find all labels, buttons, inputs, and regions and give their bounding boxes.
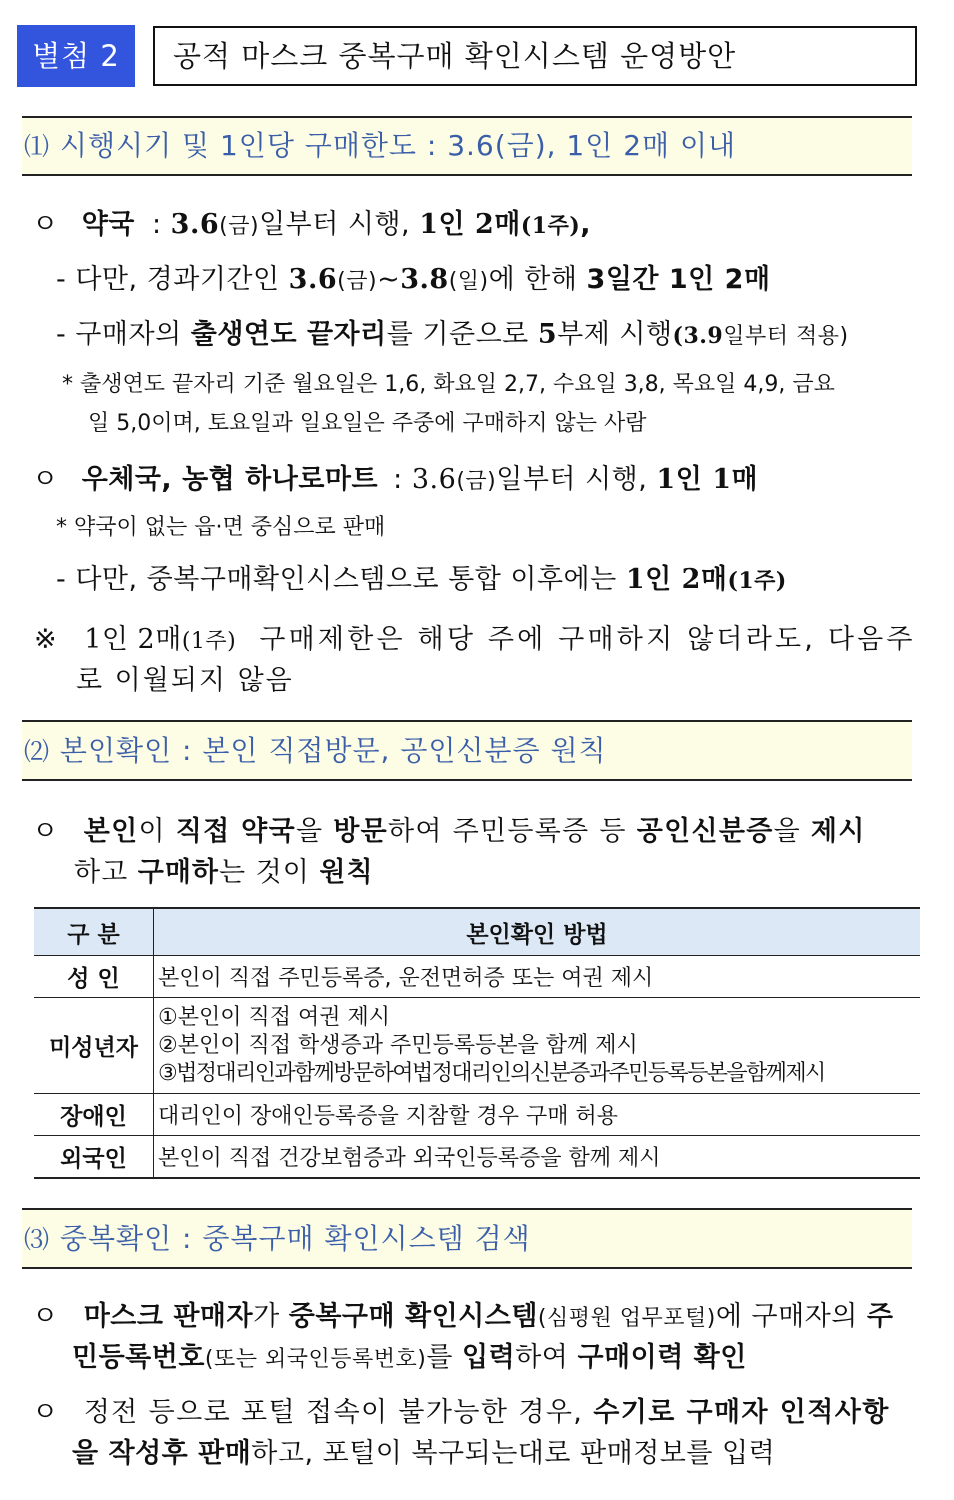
seller-check-text-1 <box>84 1301 894 1332</box>
seller-check-line-1 <box>32 1294 894 1333</box>
manual-entry-text-1 <box>84 1397 890 1428</box>
method-item: ②본인이 직접 학생증과 주민등록등본을 함께 제시 <box>158 1032 638 1058</box>
emphasis-text: 공인신분증 <box>636 816 774 847</box>
integration-text: - 다만, 중복구매확인시스템으로 통합 이후에는 <box>56 564 617 595</box>
tilde: ~ <box>377 264 401 295</box>
pharmacy-line <box>32 202 591 241</box>
identity-text-1 <box>84 816 866 847</box>
row-method <box>154 998 921 1094</box>
row-category: 미성년자 <box>34 998 154 1094</box>
date-end: 3.8 <box>400 264 449 295</box>
colon: : <box>393 464 403 495</box>
bullet: ㅇ <box>32 1301 59 1332</box>
transition-line <box>56 257 771 296</box>
document-title: 공적 마스크 중복구매 확인시스템 운영방안 <box>153 26 917 86</box>
rotation-apply-text: 일부터 적용) <box>723 324 849 349</box>
purchase-limit: 1인 2매 <box>419 209 521 240</box>
table-row <box>34 1136 920 1178</box>
seller-check-line-2 <box>72 1335 747 1374</box>
bullet: ㅇ <box>32 464 59 495</box>
post-start-text: 일부터 시행, <box>496 464 648 495</box>
post-office-note: * 약국이 없는 읍·면 중심으로 판매 <box>56 515 386 540</box>
emphasis-text: 원칙 <box>319 857 374 888</box>
emphasis-text: 직접 약국 <box>175 816 296 847</box>
remark-text-1: 구매제한은 해당 주에 구매하지 않더라도, 다음주 <box>259 624 916 655</box>
plain-text: 하고, 포털이 복구되는대로 판매정보를 입력 <box>251 1438 776 1469</box>
carryover-remark <box>34 617 916 656</box>
section-2-header <box>22 720 912 781</box>
date-start: 3.6 <box>288 264 338 295</box>
emphasis-text: 을 작성후 판매 <box>72 1438 252 1469</box>
plain-text: 에 구매자의 <box>715 1301 867 1332</box>
weekday-end: (일) <box>448 269 489 294</box>
emphasis-text: 중복구매 확인시스템 <box>288 1301 538 1332</box>
plain-text: 하여 <box>515 1342 578 1373</box>
weekday: (금) <box>219 214 260 239</box>
bullet: ㅇ <box>32 816 59 847</box>
table-row <box>34 1094 920 1136</box>
emphasis-text: 마스크 판매자 <box>83 1301 254 1332</box>
post-office-line <box>32 457 758 496</box>
emphasis-text: 입력 <box>462 1342 516 1373</box>
row-category: 외국인 <box>34 1136 154 1178</box>
row-method: 본인이 직접 건강보험증과 외국인등록증을 함께 제시 <box>154 1136 921 1178</box>
rotation-basis: 출생연도 끝자리 <box>190 319 387 350</box>
remark-limit: 1인 2매 <box>84 624 182 655</box>
emphasis-text: 수기로 구매자 인적사항 <box>593 1397 890 1428</box>
column-header-category: 구 분 <box>34 908 154 956</box>
start-text: 일부터 시행, <box>259 209 411 240</box>
integration-line <box>56 557 787 596</box>
rotation-note-line-1: * 출생연도 끝자리 기준 월요일은 1,6, 화요일 2,7, 수요일 3,8, 목요일 4,9, 금요 <box>62 372 835 397</box>
method-item: ①본인이 직접 여권 제시 <box>158 1004 390 1030</box>
manual-entry-text-2 <box>72 1438 775 1469</box>
pharmacy-label: 약국 <box>81 209 135 240</box>
section-3-title: 중복확인 : 중복구매 확인시스템 검색 <box>59 1222 531 1255</box>
post-purchase-limit: 1인 1매 <box>656 464 759 495</box>
seller-check-text-2 <box>72 1342 747 1373</box>
plain-text: 을 <box>295 816 334 847</box>
limit-unit: (1주) <box>520 213 581 239</box>
row-method: 대리인이 장애인등록증을 지참할 경우 구매 허용 <box>154 1094 921 1136</box>
colon: : <box>151 209 162 240</box>
start-date: 3.6 <box>170 209 220 240</box>
weekday-start: (금) <box>337 269 378 294</box>
rotation-text: 부제 시행 <box>557 319 673 350</box>
emphasis-text: 제시 <box>810 816 866 847</box>
integration-limit: 1인 2매 <box>625 564 728 595</box>
rotation-apply-date: (3.9 <box>672 323 724 349</box>
section-1-number: ⑴ <box>24 132 51 161</box>
identity-verification-table <box>34 907 920 1179</box>
rotation-line <box>56 312 849 351</box>
identity-paragraph-line-2 <box>74 850 374 889</box>
plain-text: (심평원 업무포털) <box>537 1306 716 1331</box>
section-3-header <box>22 1208 912 1269</box>
rotation-prefix: - 구매자의 <box>56 319 182 350</box>
weekday: (금) <box>456 469 497 494</box>
emphasis-text: 민등록번호 <box>72 1342 205 1373</box>
emphasis-text: 구매하 <box>137 857 219 888</box>
plain-text: 는 것이 <box>219 857 320 888</box>
reference-mark: ※ <box>34 624 58 655</box>
post-office-label: 우체국, 농협 하나로마트 <box>81 464 379 495</box>
plain-text: (또는 외국인등록번호) <box>204 1347 427 1372</box>
post-start-date: 3.6 <box>411 464 457 495</box>
plain-text: 하여 주민등록증 등 <box>387 816 637 847</box>
emphasis-text: 본인 <box>83 816 139 847</box>
table-row <box>34 956 920 998</box>
limit-unit: (1주) <box>727 568 787 594</box>
transition-limit: 3일간 1인 2매 <box>586 264 771 295</box>
row-category: 성 인 <box>34 956 154 998</box>
bullet: ㅇ <box>32 1397 59 1428</box>
table-header-row <box>34 908 920 956</box>
section-2-number: ⑵ <box>24 737 51 766</box>
emphasis-text: 방문 <box>333 816 388 847</box>
transition-prefix: - 다만, 경과기간인 <box>56 264 280 295</box>
plain-text: 를 <box>426 1342 463 1373</box>
comma: , <box>580 209 592 240</box>
section-2-title: 본인확인 : 본인 직접방문, 공인신분증 원칙 <box>59 734 607 767</box>
remark-unit: (1주) <box>181 629 237 654</box>
emphasis-text: 주 <box>866 1301 894 1332</box>
rotation-number: 5 <box>537 319 558 350</box>
bullet: ㅇ <box>32 209 59 240</box>
plain-text: 을 <box>773 816 811 847</box>
manual-entry-line-1 <box>32 1390 890 1429</box>
identity-text-2 <box>74 857 374 888</box>
remark-text-2: 로 이월되지 않음 <box>76 665 294 696</box>
rotation-mid: 를 기준으로 <box>386 319 529 350</box>
plain-text: 하고 <box>74 857 138 888</box>
row-method: 본인이 직접 주민등록증, 운전면허증 또는 여권 제시 <box>154 956 921 998</box>
plain-text: 이 <box>138 816 176 847</box>
row-category: 장애인 <box>34 1094 154 1136</box>
rotation-note-line-2: 일 5,0이며, 토요일과 일요일은 주중에 구매하지 않는 사람 <box>88 411 647 436</box>
emphasis-text: 구매이력 확인 <box>577 1342 747 1373</box>
method-item: ③법정대리인과함께방문하여법정대리인의신분증과주민등록등본을함께제시 <box>158 1060 825 1086</box>
section-3-number: ⑶ <box>24 1225 51 1254</box>
section-1-title: 시행시기 및 1인당 구매한도 : 3.6(금), 1인 2매 이내 <box>59 129 737 162</box>
column-header-method: 본인확인 방법 <box>154 908 921 956</box>
transition-mid: 에 한해 <box>488 264 578 295</box>
section-1-header <box>22 116 912 176</box>
table-row <box>34 998 920 1094</box>
identity-paragraph-line-1 <box>32 809 866 848</box>
plain-text: 정전 등으로 포털 접속이 불가능한 경우, <box>83 1397 594 1428</box>
plain-text: 가 <box>253 1301 289 1332</box>
manual-entry-line-2 <box>72 1431 775 1470</box>
attachment-badge: 별첨 2 <box>17 25 135 87</box>
